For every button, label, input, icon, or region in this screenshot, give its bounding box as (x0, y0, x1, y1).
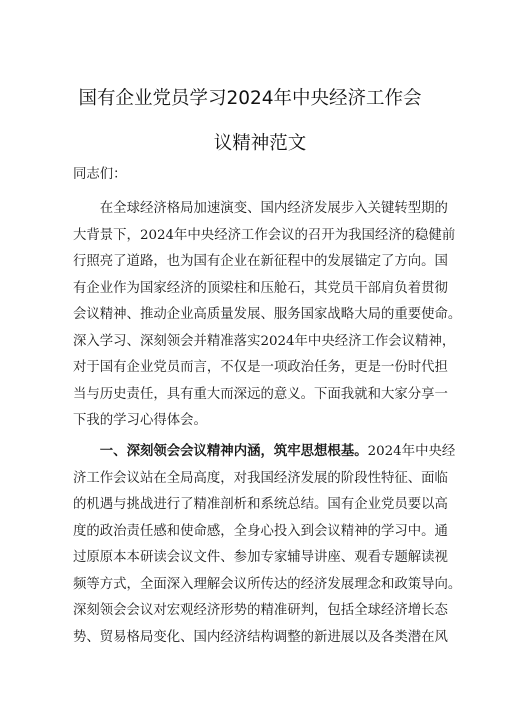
paragraph-line: 过原原本本研读会议文件、参加专家辅导讲座、观看专题解读视 (73, 550, 448, 565)
paragraph-line: 深入学习、深刻领会并精准落实2024年中央经济工作会议精神， (73, 333, 456, 349)
paragraph-text: 2024年中央经 (367, 444, 456, 459)
paragraph-line: 有企业作为国家经济的顶梁柱和压舱石，其党员干部肩负着贯彻 (73, 280, 448, 296)
paragraph-line: 济工作会议站在全局高度，对我国经济发展的阶段性特征、面临 (73, 470, 448, 486)
document-title-line-1: 国有企业党员学习2024年中央经济工作会 (78, 88, 422, 109)
paragraph-line: 当与历史责任，具有重大而深远的意义。下面我就和大家分享一 (73, 386, 448, 402)
paragraph-2 (73, 438, 462, 651)
paragraph-line: 在全球经济格局加速演变、国内经济发展步入关键转型期的 (99, 201, 448, 216)
paragraph-line (73, 438, 456, 466)
paragraph-line: 的机遇与挑战进行了精准剖析和系统总结。国有企业党员要以高 (73, 497, 448, 512)
paragraph-line: 势、贸易格局变化、国内经济结构调整的新进展以及各类潜在风 (73, 629, 448, 645)
paragraph-line: 下我的学习心得体会。 (73, 413, 207, 428)
paragraph-line: 会议精神、推动企业高质量发展、服务国家战略大局的重要使命。 (73, 307, 462, 322)
paragraph-line: 度的政治责任感和使命感，全身心投入到会议精神的学习中。通 (73, 523, 448, 539)
section-heading: 一、深刻领会会议精神内涵，筑牢思想根基。 (99, 443, 368, 459)
paragraph-line: 频等方式，全面深入理解会议所传达的经济发展理念和政策导向。 (73, 576, 462, 592)
paragraph-line: 深刻领会会议对宏观经济形势的精准研判，包括全球经济增长态 (73, 603, 448, 618)
paragraph-1 (73, 196, 462, 435)
salutation: 同志们： (73, 167, 127, 182)
paragraph-line: 行照亮了道路，也为国有企业在新征程中的发展锚定了方向。国 (73, 254, 448, 269)
paragraph-line: 大背景下，2024年中央经济工作会议的召开为我国经济的稳健前 (73, 227, 456, 243)
document-title-line-2: 议精神范文 (213, 133, 307, 154)
paragraph-line: 对于国有企业党员而言，不仅是一项政治任务，更是一份时代担 (73, 360, 448, 375)
